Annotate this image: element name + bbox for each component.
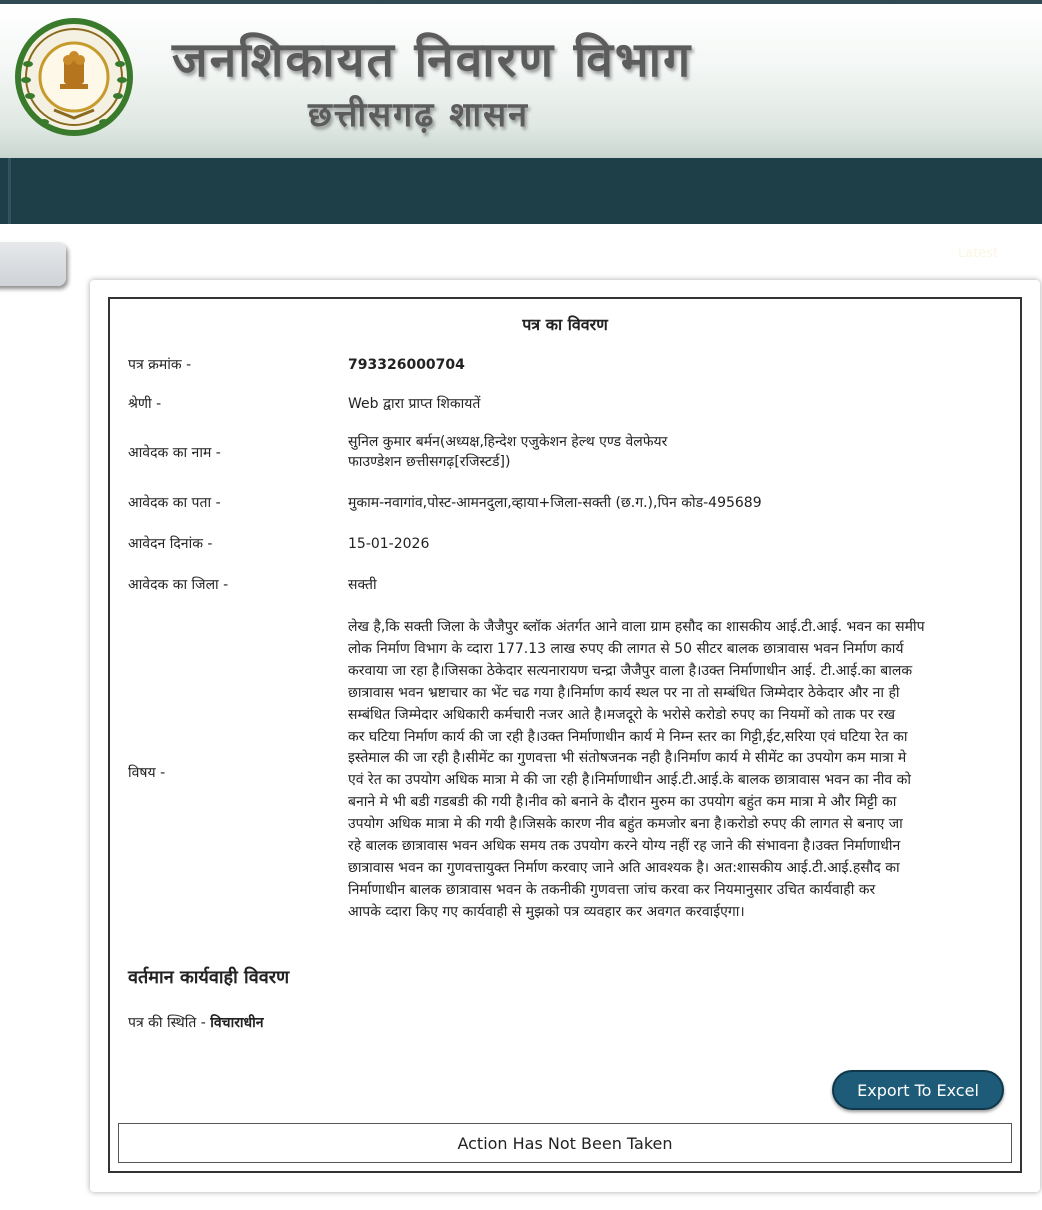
subject-line: निर्माणाधीन बालक छात्रावास भवन के तकनीकी गुणवत्ता जांच करवा कर नियमानुसार उचित कार्यवाही कर <box>348 881 876 898</box>
applicant-address-label: आवेदक का पता - <box>128 495 221 511</box>
applicant-name-line: फाउण्डेशन छत्तीसगढ़[रजिस्टर्ड]) <box>348 454 511 470</box>
latest-link[interactable]: Latest <box>958 246 999 261</box>
department-title: जनशिकायत निवारण विभाग <box>172 32 693 88</box>
subject-line: छात्रावास भवन का गुणवत्तायुक्त निर्माण करवाए जाने अति आवश्यक है। अत:शासकीय आई.टी.आई.हसौद का <box>348 859 900 876</box>
subject-line: एवं रेत का उपयोग अधिक मात्रा मे की जा रही है।निर्माणाधीन आई.टी.आई.के बालक छात्रावास भवन का नीव को <box>348 772 912 789</box>
action-status-message: Action Has Not Been Taken <box>118 1123 1012 1163</box>
subject-line: आपके व्दारा किए गए कार्यवाही से मुझको पत्र व्यवहार कर अवगत करवाईएगा। <box>348 903 745 920</box>
applicant-name-line: सुनिल कुमार बर्मन(अध्यक्ष,हिन्देश एजुकेशन हेल्थ एण्ड वेलफेयर <box>348 434 668 450</box>
site-header <box>0 0 1042 158</box>
department-subtitle: छत्तीसगढ़ शासन <box>308 95 530 135</box>
applicant-district-label: आवेदक का जिला - <box>128 577 229 593</box>
subject-line: करवाया जा रहा है।जिसका ठेकेदार सत्यनारायण चन्द्रा जैजैपुर वाला है।उक्त निर्माणाधीन आई. टी.आई.का बालक <box>348 662 913 679</box>
letter-status-label: पत्र की स्थिति - <box>128 1015 206 1031</box>
side-menu-tab[interactable] <box>0 242 66 286</box>
category-value: Web द्वारा प्राप्त शिकायतें <box>348 396 481 412</box>
chhattisgarh-emblem-icon <box>14 14 134 140</box>
applicant-name-value <box>348 432 667 472</box>
letter-details-panel <box>108 297 1022 1173</box>
subject-line: छात्रावास भवन भ्रष्टाचार का भेंट चढ गया है।निर्माण कार्य स्थल पर ना तो सम्बंधित जिम्मेदार ठेकेदार और ना ही <box>348 684 900 701</box>
subject-line: लेख है,कि सक्ती जिला के जैजैपुर ब्लॉक अंतर्गत आने वाला ग्राम हसौद का शासकीय आई.टी.आई. भवन का समीप <box>348 619 925 635</box>
subject-line: कर घटिया निर्माण कार्य की जा रही है।उक्त निर्माणाधीन कार्य मे निम्न स्तर का गिट्टी,ईट,सरिया एवं घटिया रेत का <box>348 728 908 745</box>
application-date-value: 15-01-2026 <box>348 536 430 552</box>
current-action-heading: वर्तमान कार्यवाही विवरण <box>128 967 290 988</box>
nav-bar <box>0 158 1042 224</box>
letter-number-label: पत्र क्रमांक - <box>128 357 192 373</box>
applicant-district-value: सक्ती <box>348 577 377 593</box>
applicant-name-label: आवेदक का नाम - <box>128 445 221 461</box>
subject-line: बनाने मे भी बडी गडबडी की गयी है।नीव को बनाने के दौरान मुरुम का उपयोग बहुंत कम मात्रा मे और मिट्टी का <box>348 794 897 811</box>
letter-card <box>90 280 1040 1192</box>
letter-details-heading: पत्र का विवरण <box>522 315 608 334</box>
subject-line: सम्बंधित जिम्मेदार अधिकारी कर्मचारी नजर आते है।मजदूरो के भरोसे करोडो रुपए का नियमों को ताक पर रख <box>348 706 896 723</box>
export-to-excel-button[interactable]: Export To Excel <box>832 1070 1004 1110</box>
nav-divider <box>8 158 11 224</box>
subject-line: लोक निर्माण विभाग के व्दारा 177.13 लाख रुपए की लागत से 50 सीटर बालक छात्रावास भवन निर्माण कार्य <box>348 640 904 657</box>
letter-status-value: विचाराधीन <box>210 1015 264 1031</box>
letter-number-value: 793326000704 <box>348 357 465 373</box>
category-label: श्रेणी - <box>128 396 162 412</box>
subject-line: उपयोग अधिक मात्रा मे की गयी है।जिसके कारण नीव बहुंत कमजोर बना है।करोडो रुपए की लागत से बनाए जा <box>348 816 903 833</box>
subject-line: रहे बालक छात्रावास भवन अधिक समय तक उपयोग करने योग्य नहीं रह जाने की संभावना है।उक्त निर्माणाधीन <box>348 838 901 855</box>
application-date-label: आवेदन दिनांक - <box>128 536 213 552</box>
applicant-address-value: मुकाम-नवागांव,पोस्ट-आमनदुला,व्हाया+जिला-सक्ती (छ.ग.),पिन कोड-495689 <box>348 495 762 511</box>
subject-label: विषय - <box>128 765 166 781</box>
subject-text <box>348 617 1008 924</box>
subject-line: इस्तेमाल की जा रही है।सीमेंट का गुणवत्ता भी संतोषजनक नही है।निर्माण कार्य मे सीमेंट का उपयोग कम मात्रा मे <box>348 750 907 767</box>
letter-status <box>128 1013 264 1032</box>
